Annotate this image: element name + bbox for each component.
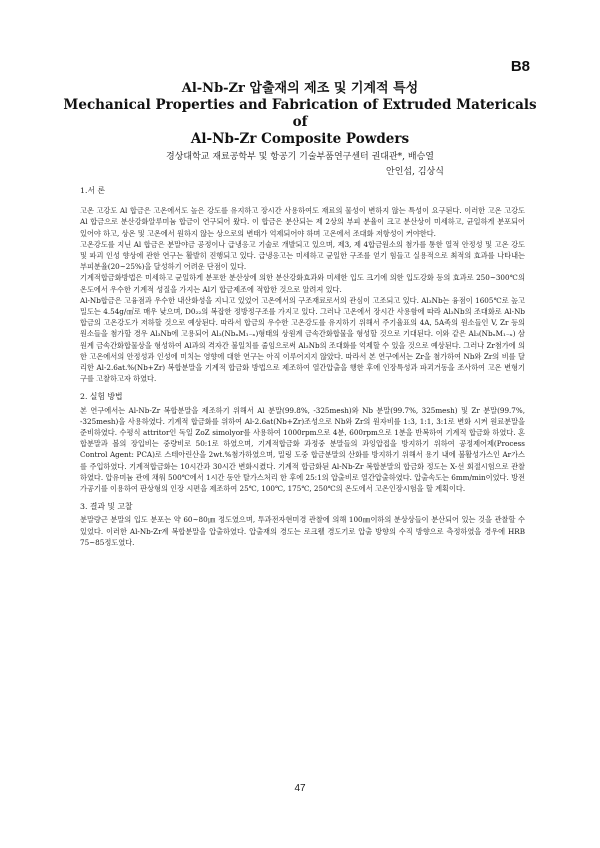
paragraph: 기계적합금화방법은 미세하고 균일하게 분포한 분산상에 의한 분산강화효과와 미세한 입도 크기에 의한 입도강화 등의 효과로 250~300℃의 온도에서 우수한 기계적 성질을 가지는 Al기 합금제조에 적합한 것으로 알려져 있다. bbox=[80, 273, 525, 294]
session-code: B8 bbox=[510, 58, 530, 75]
title-korean: Al-Nb-Zr 압출재의 제조 및 기계적 특성 bbox=[181, 81, 419, 96]
paper-body bbox=[80, 185, 525, 548]
authors-line-2: 안인섭, 김상식 bbox=[386, 167, 444, 177]
section-results bbox=[80, 501, 525, 548]
paragraph: 고온 고강도 Al 합금은 고온에서도 높은 강도를 유지하고 장시간 사용하여도 재료의 물성이 변하지 않는 특성이 요구된다. 이러한 고온 고강도 Al 합금으로 분산강화알루미늄 합금이 연구되어 왔다. 이 합금은 분산되는 제 2상의 부피 분율이 크고 분산상이 미세하고, 균일하게 분포되어 있어야 하고, 상온 및 고온에서 원하지 않는 상으로의 변태가 억제되어야 하며 고온에서 조대화 저항성이 커야한다. bbox=[80, 206, 525, 238]
paragraph: 분말량근 분말의 입도 분포는 약 60~80㎛ 정도였으며, 투과전자현미경 관찰에 의해 100㎚이하의 분상상들이 분산되어 있는 것을 관찰할 수 있었다. 이러한 Al-Nb-Zr계 복합분말을 압출하였다. 압출재의 경도는 로크웰 경도기로 압출 방향의 수직 방향으로 측정하였을 경우에 HRB 75~85정도였다. bbox=[80, 515, 525, 547]
section-heading: 2. 실험 방법 bbox=[80, 392, 123, 402]
section-heading: 3. 결과 및 고찰 bbox=[80, 502, 133, 512]
section-introduction bbox=[80, 185, 525, 384]
paragraph: Al-Nb합금은 고융점과 우수한 내산화성을 지니고 있었어 고온에서의 구조재료로서의 관심이 고조되고 있다. Al₃Nb는 융점이 1605℃로 높고 밀도는 4.54g/㎤로 매우 낮으며, D0₂₂의 복잡한 정방정구조를 가지고 있다. 그러나 고온에서 장시간 사용함에 따라 Al₃Nb의 조대화로 Al-Nb합금의 고온강도가 저하할 것으로 예상된다. 따라서 합금의 우수한 고온강도를 유지하기 위해서 주기율표의 4A, 5A족의 원소들인 V, Zr 등의 원소들을 첨가할 경우 Al₃Nb에 고용되어 Al₃(NbₓM₁₋ₓ)형태의 상원계 금속간화합물을 형성할 것으로 기대된다. 이와 같은 Al₃(NbₓM₁₋ₓ) 삼원계 금속간화합물상을 형성하여 Al과의 격자간 불일치를 줄임으로써 Al₃Nb의 조대화를 억제할 수 있을 것으로 예상된다. 그러나 Zr첨가에 의한 고온에서의 안정성과 인성에 미치는 영향에 대한 연구는 아직 이루어지지 않았다. 따라서 본 연구에서는 Zr을 첨가하여 Nb와 Zr의 비를 달리한 Al-2.6at.%(Nb+Zr) 복합분말을 기계적 합금화 방법으로 제조하여 열간압출을 행한 후에 인장특성과 파괴거동을 조사하여 고온 변형기구를 고찰하고자 하였다. bbox=[80, 295, 525, 384]
section-heading: 1.서 론 bbox=[80, 186, 105, 195]
authors-line-1: 경상대학교 재료공학부 및 항공기 기술부품연구센터 권대관*, 배승열 bbox=[166, 152, 434, 162]
section-method bbox=[80, 391, 525, 494]
author-block bbox=[80, 150, 520, 180]
paragraph: 본 연구에서는 Al-Nb-Zr 복합분말을 제조하기 위해서 Al 분말(99.8%, -325mesh)와 Nb 분말(99.7%, 325mesh) 및 Zr 분말(99.7%, -325mesh)을 사용하였다. 기계적 합금화를 위하여 Al-2.6at(Nb+Zr)조성으로 Nb와 Zr의 원자비를 1:3, 1:1, 3:1로 변화 시켜 원료분말을 준비하였다. 수평식 attritor인 독일 ZoZ simolyor를 사용하여 1000rpm으로 4분, 600rpm으로 1분을 반복하여 기계적 합금화 하였다. 혼합분말과 볼의 장입비는 중량비로 50:1로 하였으며, 기계적합금화 과정중 분말들의 과잉압접을 방지하기 위하여 공정제어제(Process Control Agent: PCA)로 스테아린산을 2wt.%첨가하였으며, 밀링 도중 합금분말의 산화를 방지하기 위해서 용기 내에 불활성가스인 Ar가스를 주입하였다. 기계적합금화는 10시간과 30시간 변화시켰다. 기계적 합금화된 Al-Nb-Zr 복합분말의 합금화 정도는 X-선 회절시험으로 관찰하였다. 압유미늄 관에 채워 500℃에서 1시간 동안 탈가스처리 한 후에 25:1의 압출비로 열간압출하였다. 압출속도는 6mm/min이었다. 방전가공기를 이용하여 판상형의 인장 시편을 제조하여 25℃, 100℃, 175℃, 250℃의 온도에서 고온인장시험을 할 계획이다. bbox=[80, 405, 525, 494]
title-english-line-2: Al-Nb-Zr Composite Powders bbox=[190, 131, 410, 147]
title-english-line-1: Mechanical Properties and Fabrication of Extruded Matericals of bbox=[63, 97, 537, 130]
title-block bbox=[60, 80, 540, 148]
paragraph: 고온강도를 지닌 Al 합금은 분말야금 공정이나 급냉응고 기술로 개발되고 있으며, 제3, 제 4합금원소의 첨가를 통한 열적 안정성 및 고온 강도 및 파괴 인성 향상에 관한 연구는 활발히 진행되고 있다. 급냉응고는 미세하고 균일한 구조를 얻기 힘들고 실용적으로 최적의 효과를 나타내는 부피분율(20~25%)을 달성하기 어려운 단점이 있다. bbox=[80, 239, 525, 272]
page-number: 47 bbox=[294, 783, 306, 794]
